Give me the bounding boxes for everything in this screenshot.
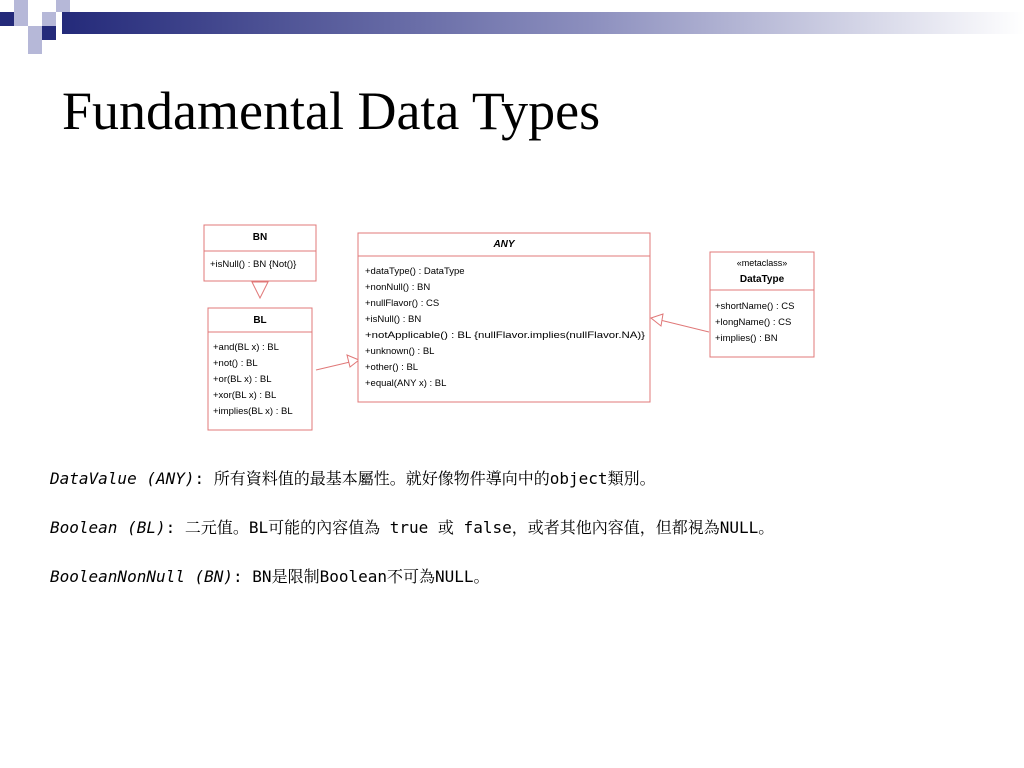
slide-title: Fundamental Data Types: [62, 81, 601, 141]
operation: +implies(BL x) : BL: [213, 406, 293, 417]
operation: +isNull() : BN {Not()}: [210, 259, 297, 270]
operation: +nullFlavor() : CS: [365, 298, 440, 309]
class-name-datatype: DataType: [739, 274, 785, 285]
note-term: DataValue (ANY): [50, 469, 195, 488]
operation: +isNull() : BN: [365, 314, 422, 325]
operation: +and(BL x) : BL: [213, 342, 279, 353]
uml-class-datatype: [710, 252, 814, 357]
note-text: : 所有資料值的最基本屬性。就好像物件導向中的object類別。: [194, 469, 656, 488]
class-stereotype: «metaclass»: [736, 258, 788, 268]
operation: +notApplicable() : BL {nullFlavor.implies(nullFlavor.NA)}: [365, 330, 645, 341]
operation: +other() : BL: [365, 362, 419, 373]
uml-class-any: [358, 233, 650, 402]
note-term: Boolean (BL): [50, 518, 166, 537]
note-term: BooleanNonNull (BN): [50, 567, 234, 586]
generalization-datatype-to-any: [651, 314, 709, 332]
operation: +shortName() : CS: [715, 301, 795, 312]
note-datavalue: [50, 468, 970, 490]
notes-list: [50, 468, 970, 615]
operation: +nonNull() : BN: [365, 282, 431, 293]
operation: +longName() : CS: [715, 317, 792, 328]
operation: +implies() : BN: [715, 333, 778, 344]
uml-class-bn: [204, 225, 316, 281]
generalization-bl-to-any: [316, 355, 359, 370]
operation: +xor(BL x) : BL: [213, 390, 277, 401]
note-text: : BN是限制Boolean不可為NULL。: [233, 567, 490, 586]
note-boolean: [50, 517, 970, 539]
class-name-bl: BL: [253, 315, 267, 326]
generalization-bn-to-bl: [252, 282, 268, 298]
operation: +equal(ANY x) : BL: [365, 378, 447, 389]
class-name-bn: BN: [252, 232, 268, 243]
note-booleannonnull: [50, 566, 970, 588]
operation: +not() : BL: [213, 358, 258, 369]
class-name-any: ANY: [493, 239, 515, 250]
uml-class-bl: [208, 308, 312, 430]
operation: +unknown() : BL: [365, 346, 435, 357]
note-text: : 二元值。BL可能的內容值為 true 或 false，或者其他內容值，但都視為NULL。: [165, 518, 775, 537]
operation: +dataType() : DataType: [365, 266, 465, 277]
operation: +or(BL x) : BL: [213, 374, 272, 385]
